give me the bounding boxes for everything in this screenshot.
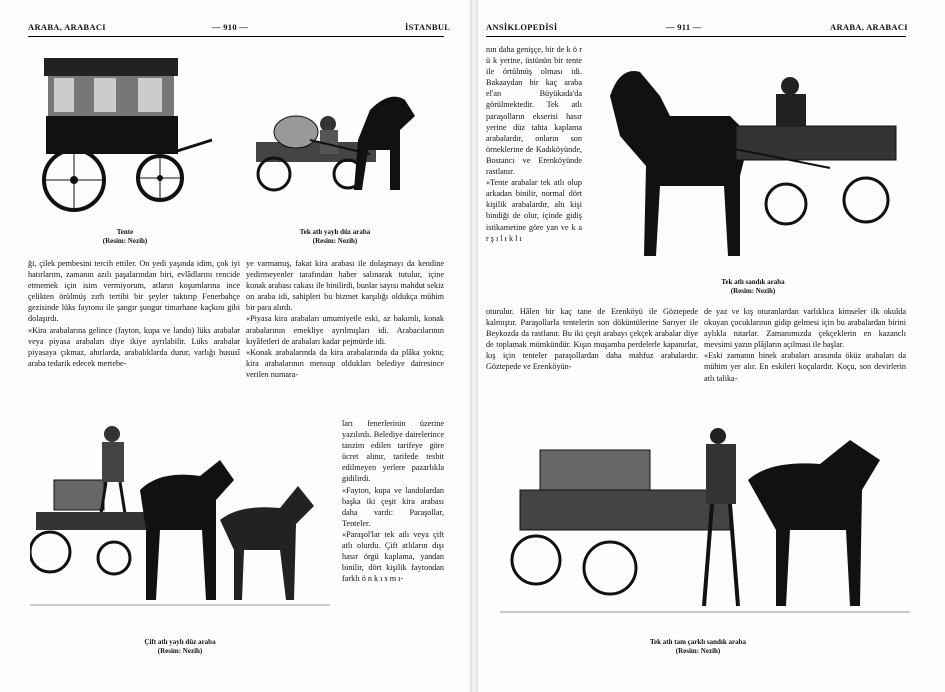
figure-caption: Tek atlı yaylı düz araba (Resim: Nezih)	[299, 228, 371, 245]
loaded-box-cart-illustration	[500, 420, 912, 626]
text-column-1: nın daha genişçe, bir de k ö r ü k yerine, üstünün bir tente ile örtülmüş olması idi. Bakaaydan bir kaç araba el'an Büyükada'da görülmektedir. Tek atlı paraşolların ekserisi hasır yerine düz tahta kaplama arabalardır, onların son örneklerine de Kadıköyünde, Bostancı ve Erenköyünde rastlanır. «Tente arabalar tek atlı olup arkadan binilir, normal dört kişilik arabalardır, altı kişi bindiği de olur, içinde gidiş istikametine göre yan ve k a r ş ı l ı k l ı	[486, 45, 582, 243]
left-header-rule	[28, 36, 444, 37]
right-page-number: — 911 —	[666, 22, 702, 32]
left-page-number: — 910 —	[212, 22, 249, 32]
left-running-head: ARABA, ARABACI	[28, 22, 106, 32]
text-column-1-continued: oturulur. Hâlen bir kaç tane de Erenköyü ile Göztepede kalmıştır. Paraşollarla tentelerin son döküntülerine Sarıyer ile Beykozda da rastlanır. Bu iki çeşit arabayı çekçek arabalar diye de toplamak mümkündür. Kışın muşamba perdelerle kapanırlar, kış için tenteler paraşollardan daha mahfuz arabalardır. Göztepede ve Erenköyün-	[486, 307, 698, 372]
right-header-rule	[486, 36, 906, 37]
text-column-3: ları fenerlerinin üzerine yazılırdı. Belediye dairelerince tanzim edilen tarifeye göre ücret alınır, tarifede tesbit edilmeyen yerlere pazarlıkla gidilirdi. «Fayton, kupa ve landolardan başka iki çeşit kira arabası daha vardı: Paraşollar, Tenteler. «Paraşol'lar tek atlı veya çift atlı olurdu. Çift atlıların dışı hasır örgü kaplama, yandan binilir, dört kişilik faytondan farklı ö n k ı s m ı-	[342, 419, 444, 584]
covered-carriage-illustration	[34, 54, 214, 224]
figure-caption: Tente (Resim: Nezih)	[102, 228, 148, 245]
text-column-2: ye varmamış, fakat kira arabası ile dolaşmayı da kendine yedirmeyenler tarafından haber salınarak tutulur, içine konak arabası cakası ile binilirdi, bunlar sayısı mahdut sekiz on araba idi, sahipleri bu hizmet karşılığı oldukça mühim bir para alırdı. «Piyasa kira arabaları umumiyetle eski, az bakımlı, konak arabalarının emekliye ayrılmışları idi. Arabacılarının kıyâfetleri de arabaları kadar pejmürde idi. «Konak arabalarında da kira arabalarında da plâka yoktu; kira arabalarının mensup oldukları belediye dairesince verilen numara-	[246, 259, 444, 379]
figure-caption: Tek atlı tam çarklı sandık araba (Resim: Nezih)	[649, 638, 746, 655]
text-column-2: de yaz ve kış oturanlardan varlıklıca kimseler ilk okulda okuyan çocuklarının gidip gelmesi için bu arabalardan birini aylıkla tutarlar. Zamanımızda çekçeklerin en kazanclı mevsimi yazın plâjların açılması ile başlar. «Eski zamanın binek arabaları arasında öküz arabaları da mühim yer alır. En eskileri koçulardır. Koçu, son devirlerin atlı talika-	[704, 307, 906, 383]
box-cart-with-driver-illustration	[590, 56, 908, 270]
cart-with-barrel-illustration	[250, 70, 430, 220]
left-header-title: İSTANBUL	[405, 22, 451, 32]
two-horse-cart-illustration	[30, 420, 335, 630]
right-running-head: ANSİKLOPEDİSİ	[486, 22, 558, 32]
right-page	[478, 0, 945, 692]
figure-caption: Tek atlı sandık araba (Resim: Nezih)	[721, 278, 785, 295]
right-header-title: ARABA, ARABACI	[830, 22, 908, 32]
book-gutter	[470, 0, 478, 692]
figure-caption: Çift atlı yaylı düz araba (Resim: Nezih)	[144, 638, 216, 655]
left-page	[0, 0, 470, 692]
text-column-1: ği, çilek pembesini tercih ettiler. On yedi yaşında idim, çok iyi hatırlarım, zamanın azılı paşalarından biri, evlâdlarını rencide etmemek için isim vermiyorum, atların koşumlarına ince çelikten örülmüş zırh tertibi bir şeyler taktırıp Fenerbahçe gezisinde lüks faytonu ile şangır şungur timarhane kaçkını gibi dolaşırdı. «Kira arabalarına gelince (fayton, kupa ve lando) lüks arabalar veya piyasa arabaları diye ikiye ayrılabilir. Lüks arabalar piyasaya çıkmaz, ahırlarda, arabalıklarda durur, varlığı hususî araba tedarik edecek mertebe-	[28, 259, 240, 368]
